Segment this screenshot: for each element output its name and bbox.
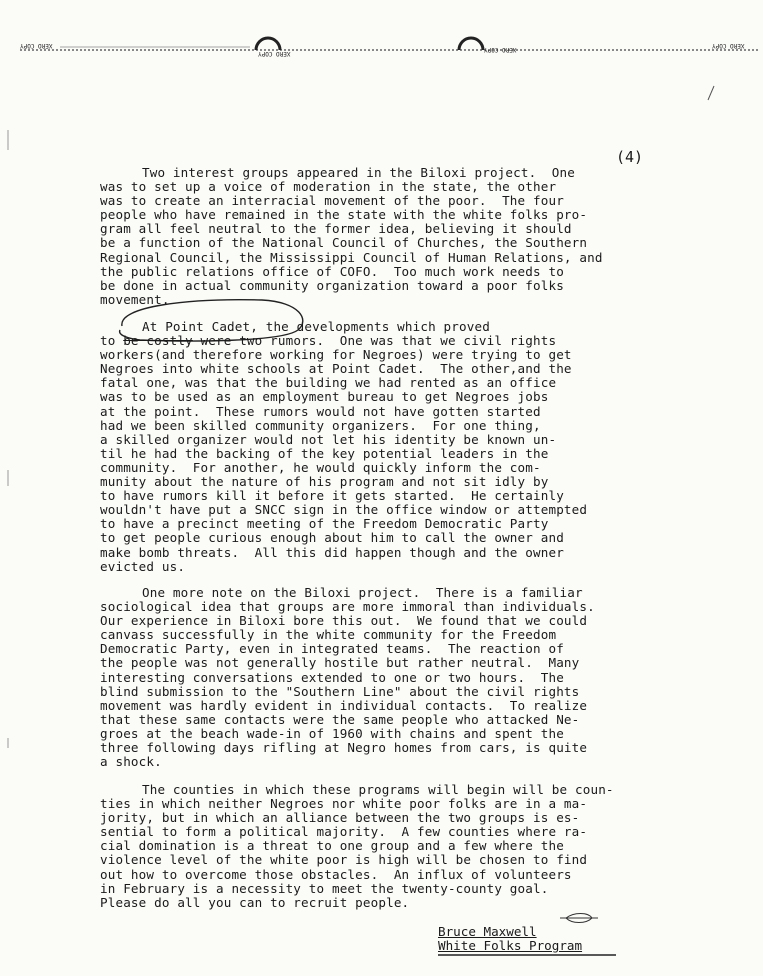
text-line: make bomb threats. All this did happen though and the owner xyxy=(100,544,564,560)
text-line: One more note on the Biloxi project. There is a familiar xyxy=(142,585,583,600)
struck-text: be costly xyxy=(123,333,193,349)
text-line: to have a precinct meeting of the Freedom Democratic Party xyxy=(100,516,549,532)
text-line: interesting conversations extended to one or two hours. The xyxy=(100,669,564,685)
paragraph-3 xyxy=(100,586,680,769)
text-line: cial domination is a threat to one group and a few where the xyxy=(100,838,564,854)
text-line: groes at the beach wade-in of 1960 with chains and spent the xyxy=(100,725,564,741)
page-number: (4) xyxy=(616,148,644,166)
text-line: was to be used as an employment bureau to get Negroes jobs xyxy=(100,389,549,405)
text-line: movement. xyxy=(100,291,170,307)
text-line: be done in actual community organization toward a poor folks xyxy=(100,277,564,293)
text-line: til he had the backing of the key potential leaders in the xyxy=(100,445,549,461)
text-line: to have rumors kill it before it gets started. He certainly xyxy=(100,488,564,504)
paragraph-4 xyxy=(100,783,680,910)
text-line: had we been skilled community organizers. For one thing, xyxy=(100,417,541,433)
paragraph-1 xyxy=(100,166,680,307)
text-line: a skilled organizer would not let his identity be known un- xyxy=(100,431,557,447)
paragraph-2 xyxy=(100,320,680,574)
text-line: fatal one, was that the building we had rented as an office xyxy=(100,375,557,391)
text-line: Democratic Party, even in integrated teams. The reaction of xyxy=(100,641,564,657)
text-line: was to set up a voice of moderation in the state, the other xyxy=(100,179,557,195)
text-line: evicted us. xyxy=(100,558,186,574)
text-line-with-strikeout xyxy=(100,334,680,348)
text-line: gram all feel neutral to the former idea, believing it should xyxy=(100,221,572,237)
text-line: Negroes into white schools at Point Cadet. The other,and the xyxy=(100,361,572,377)
text-line: jority, but in which an alliance between the two groups is es- xyxy=(100,810,580,826)
text-line: to get people curious enough about him to call the owner and xyxy=(100,530,564,546)
text-line: community. For another, he would quickly inform the com- xyxy=(100,459,541,475)
text-line: The counties in which these programs will begin will be coun- xyxy=(142,782,614,797)
text-line: Please do all you can to recruit people. xyxy=(100,894,410,910)
text-line: Regional Council, the Mississippi Council of Human Relations, and xyxy=(100,249,603,265)
text-line: be a function of the National Council of Churches, the Southern xyxy=(100,235,588,251)
text-line: people who have remained in the state with the white folks pro- xyxy=(100,207,588,223)
xero-stamp: XERO COPY xyxy=(484,46,517,53)
signature-program: White Folks Program xyxy=(438,938,583,953)
text-line: out how to overcome those obstacles. An influx of volunteers xyxy=(100,866,572,882)
text-line: canvass successfully in the white community for the Freedom xyxy=(100,627,557,643)
text-line: ties in which neither Negroes nor white poor folks are in a ma- xyxy=(100,796,588,812)
xero-stamp: XERO COPY xyxy=(258,50,291,57)
text-line: movement was hardly evident in individual contacts. To realize xyxy=(100,697,588,713)
xero-stamp: XERO COPY xyxy=(20,42,53,49)
text-line: Our experience in Biloxi bore this out. We found that we could xyxy=(100,613,588,629)
text-line: the public relations office of COFO. Too much work needs to xyxy=(100,263,564,279)
text-line: sociological idea that groups are more immoral than individuals. xyxy=(100,599,595,615)
text-line: blind submission to the "Southern Line" about the civil rights xyxy=(100,683,580,699)
text-line: was to create an interracial movement of the poor. The four xyxy=(100,193,564,209)
text-fragment: to xyxy=(100,333,124,349)
text-line: violence level of the white poor is high will be chosen to find xyxy=(100,852,588,868)
text-line: at the point. These rumors would not have gotten started xyxy=(100,403,541,419)
text-line: munity about the nature of his program and not sit idly by xyxy=(100,474,549,490)
xero-stamp: XERO COPY xyxy=(712,42,745,49)
text-line: three following days rifling at Negro homes from cars, is quite xyxy=(100,740,588,756)
text-line: wouldn't have put a SNCC sign in the office window or attempted xyxy=(100,502,588,518)
text-line: that these same contacts were the same people who attacked Ne- xyxy=(100,711,580,727)
text-line: At Point Cadet, the developments which proved xyxy=(142,319,490,334)
text-line: workers(and therefore working for Negroes) were trying to get xyxy=(100,347,572,363)
text-line: sential to form a political majority. A few counties where ra- xyxy=(100,824,588,840)
text-line: the people was not generally hostile but rather neutral. Many xyxy=(100,655,580,671)
text-line: Two interest groups appeared in the Biloxi project. One xyxy=(142,165,575,180)
text-line: in February is a necessity to meet the twenty-county goal. xyxy=(100,880,549,896)
text-line: a shock. xyxy=(100,754,162,770)
text-fragment: were two rumors. One was that we civil rights xyxy=(192,333,557,349)
signature-name: Bruce Maxwell xyxy=(438,924,537,939)
